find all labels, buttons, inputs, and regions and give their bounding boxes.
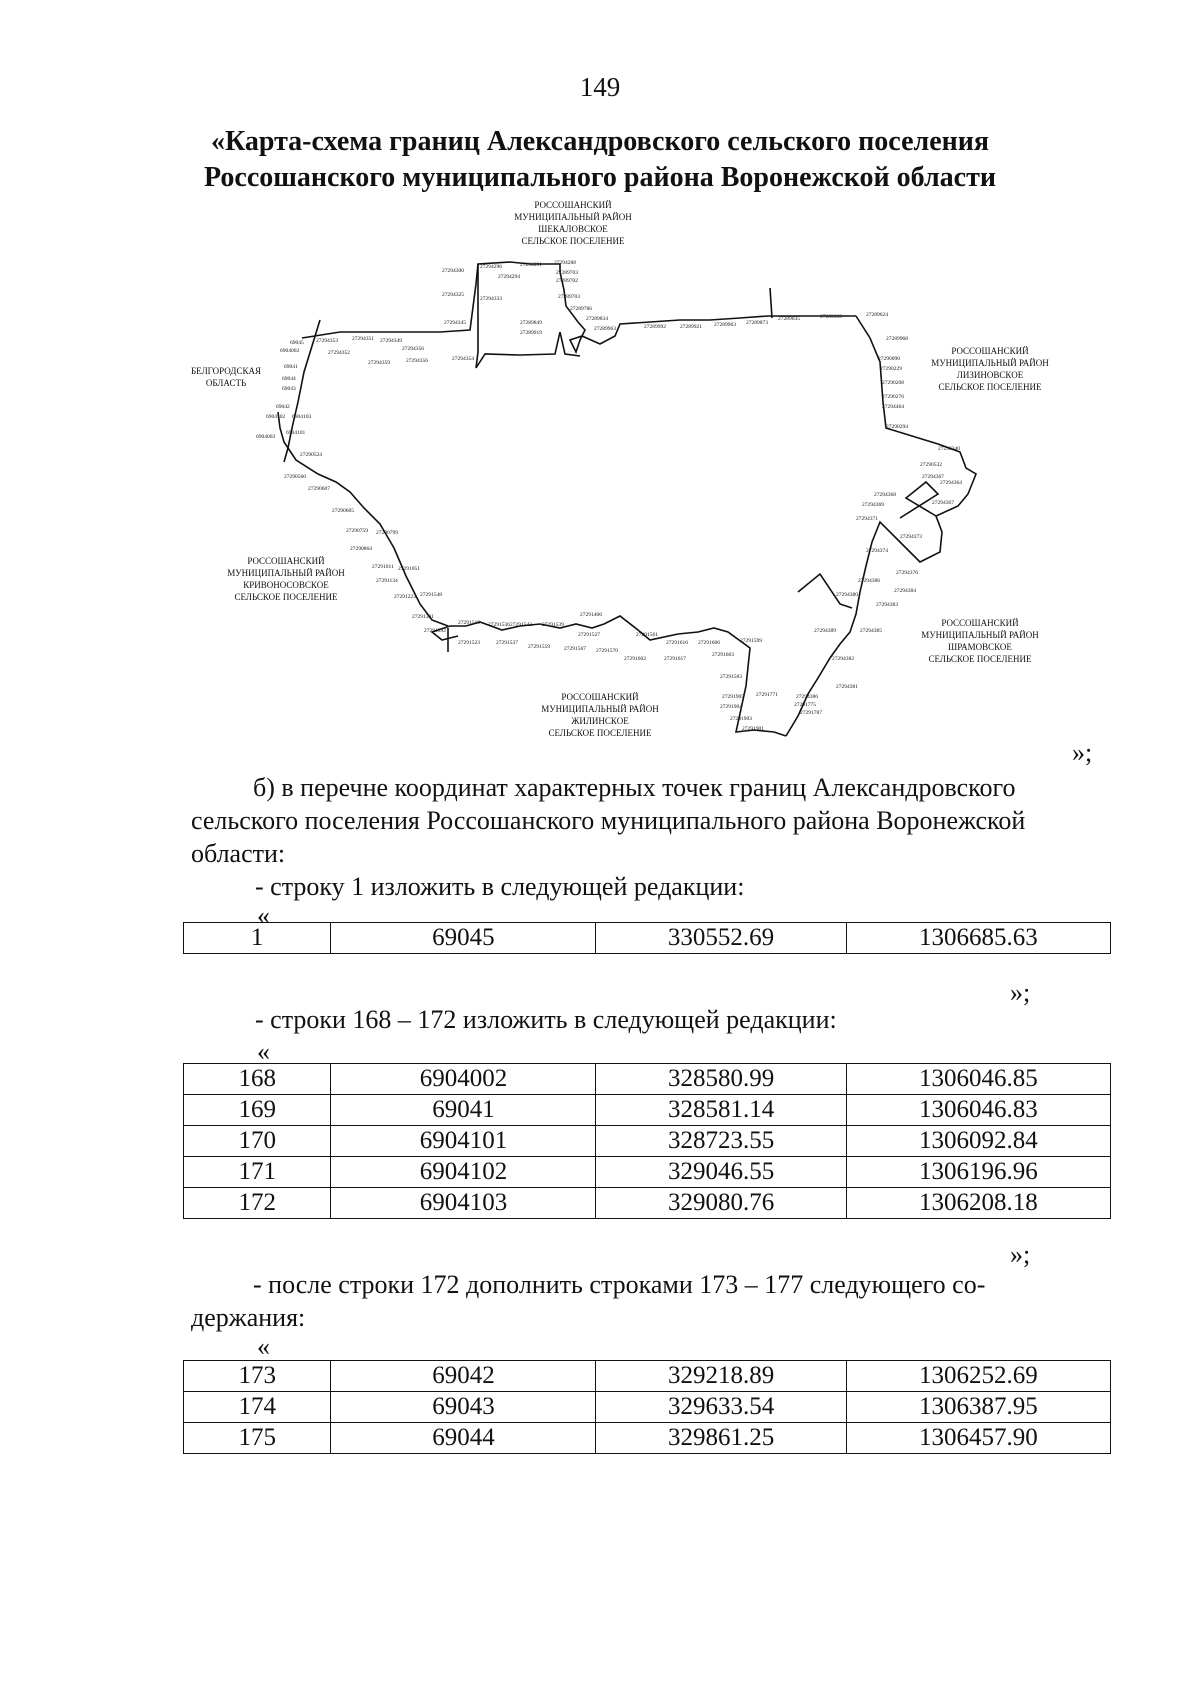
region-north-l1: РОССОШАНСКИЙ (534, 200, 612, 210)
row-number-cell: 172 (184, 1188, 331, 1219)
point-label: 27289968 (886, 336, 908, 342)
point-label: 27289992 (644, 324, 666, 330)
row-number-cell: 1 (184, 923, 331, 954)
region-se-l2: МУНИЦИПАЛЬНЫЙ РАЙОН (921, 630, 1039, 640)
point-label: 27291537 (496, 640, 518, 646)
point-label: 27289873 (746, 320, 768, 326)
point-label: 27294367 (922, 474, 944, 480)
point-label: 27290799 (376, 530, 398, 536)
point-label: 27294354 (452, 356, 474, 362)
y-coordinate-cell: 1306685.63 (846, 923, 1110, 954)
point-label: 27289703 (556, 270, 578, 276)
point-label: 6904101 (286, 430, 306, 436)
point-label: 27290532 (920, 462, 942, 468)
paragraph-b-line-2: сельского поселения Россошанского муниципального района Воронежской (191, 806, 1026, 835)
point-label: 27289624 (866, 312, 888, 318)
point-id-cell: 69045 (331, 923, 596, 954)
y-coordinate-cell: 1306252.69 (846, 1361, 1110, 1392)
region-north-l2: МУНИЦИПАЛЬНЫЙ РАЙОН (514, 212, 632, 222)
point-id-cell: 6904101 (331, 1126, 596, 1157)
point-label: 27290208 (882, 380, 904, 386)
point-label: 27291011 (372, 564, 394, 570)
table-row (184, 1392, 1111, 1423)
point-label: 27294356 (402, 346, 424, 352)
point-label: 27294386 (858, 578, 880, 584)
point-label: 27291381 (412, 614, 434, 620)
point-label: 27294382 (832, 656, 854, 662)
point-label: 27294353 (316, 338, 338, 344)
point-id-cell: 6904102 (331, 1157, 596, 1188)
instruction-row-1: - строку 1 изложить в следующей редакции: (255, 872, 745, 901)
row-number-cell: 173 (184, 1361, 331, 1392)
point-label: 27291570 (596, 648, 618, 654)
x-coordinate-cell: 329046.55 (596, 1157, 846, 1188)
point-label: 27294464 (882, 404, 904, 410)
instruction-rows-168-172: - строки 168 – 172 изложить в следующей редакции: (255, 1005, 837, 1034)
point-label: 27289834 (586, 316, 608, 322)
x-coordinate-cell: 328580.99 (596, 1064, 846, 1095)
point-label: 27291539 (542, 622, 564, 628)
region-east-l4: СЕЛЬСКОЕ ПОСЕЛЕНИЕ (938, 382, 1042, 392)
point-label: 27294384 (894, 588, 916, 594)
table-row (184, 1126, 1111, 1157)
point-label: 27291406 (580, 612, 602, 618)
region-north-l3: ШЕКАЛОВСКОЕ (538, 224, 608, 234)
point-label: 27291775 (794, 702, 816, 708)
instruction-add-rows-line-1: - после строки 172 дополнить строками 173 – 177 следующего со- (253, 1270, 986, 1299)
point-label: 27294325 (442, 292, 464, 298)
point-label: 27291602 (624, 656, 646, 662)
point-label: 69045 (290, 340, 304, 346)
point-label: 27291583 (720, 674, 742, 680)
point-label: 27290864 (350, 546, 372, 552)
closing-quote-2: »; (1010, 978, 1031, 1007)
point-id-cell: 69042 (331, 1361, 596, 1392)
paragraph-b-line-3: области: (191, 839, 286, 868)
document-title (0, 124, 1200, 196)
point-label: 27294288 (554, 260, 576, 266)
point-labels (256, 260, 962, 732)
x-coordinate-cell: 328723.55 (596, 1126, 846, 1157)
y-coordinate-cell: 1306196.96 (846, 1157, 1110, 1188)
point-label: 27294373 (900, 534, 922, 540)
point-label: 27289702 (556, 278, 578, 284)
point-label: 27294356 (406, 358, 428, 364)
region-north-l4: СЕЛЬСКОЕ ПОСЕЛЕНИЕ (521, 236, 625, 246)
point-label: 69044 (282, 376, 296, 382)
point-label: 27294345 (444, 320, 466, 326)
point-label: 27294386 (796, 694, 818, 700)
region-se-l1: РОССОШАНСКИЙ (941, 618, 1019, 628)
y-coordinate-cell: 1306046.83 (846, 1095, 1110, 1126)
page-number: 149 (579, 72, 621, 102)
point-label: 27291904 (720, 704, 742, 710)
point-label: 27291599 (740, 638, 762, 644)
point-label: 6904002 (256, 434, 276, 440)
row-number-cell: 168 (184, 1064, 331, 1095)
region-south-l2: МУНИЦИПАЛЬНЫЙ РАЙОН (541, 704, 659, 714)
point-label: 27294351 (352, 336, 374, 342)
point-id-cell: 6904103 (331, 1188, 596, 1219)
point-label: 27289639 (820, 314, 842, 320)
point-label: 27294300 (442, 268, 464, 274)
point-label: 27289703 (558, 294, 580, 300)
row-number-cell: 170 (184, 1126, 331, 1157)
region-sw-l4: СЕЛЬСКОЕ ПОСЕЛЕНИЕ (234, 592, 338, 602)
point-label: 27294333 (480, 296, 502, 302)
point-label: 27291771 (756, 692, 778, 698)
point-label: 27290560 (284, 474, 306, 480)
point-label: 27289786 (570, 306, 592, 312)
point-label: 69042 (276, 404, 290, 410)
southeast-stub (798, 574, 852, 608)
point-label: 27290524 (300, 452, 322, 458)
row-number-cell: 174 (184, 1392, 331, 1423)
point-label: 27291051 (398, 566, 420, 572)
region-se-l3: ШРАМОВСКОЕ (948, 642, 1012, 652)
coordinates-table-1 (183, 922, 1111, 954)
point-label: 27291559 (528, 644, 550, 650)
opening-quote-3: « (257, 1332, 270, 1361)
point-label: 27291527 (578, 632, 600, 638)
point-label: 27291523 (458, 640, 480, 646)
row-number-cell: 175 (184, 1423, 331, 1454)
y-coordinate-cell: 1306092.84 (846, 1126, 1110, 1157)
point-label: 27291223 (394, 594, 416, 600)
paragraph-b-line-1: б) в перечне координат характерных точек границ Александровского (253, 773, 1016, 802)
point-label: 27294376 (896, 570, 918, 576)
closing-quote-1: »; (1072, 738, 1093, 767)
point-label: 69043 (282, 386, 296, 392)
point-label: 27294369 (862, 502, 884, 508)
row-number-cell: 171 (184, 1157, 331, 1188)
region-east-l3: ЛИЗИНОВСКОЕ (956, 370, 1024, 380)
boundary-map-svg (180, 200, 1140, 812)
point-label: 27294389 (814, 628, 836, 634)
row-number-cell: 169 (184, 1095, 331, 1126)
opening-quote-1: « (257, 901, 270, 930)
point-label: 27290340 (938, 446, 960, 452)
point-label: 6904002 (280, 348, 300, 354)
point-label: 27289849 (520, 320, 542, 326)
x-coordinate-cell: 329080.76 (596, 1188, 846, 1219)
table-row (184, 923, 1111, 954)
point-label: 27290605 (332, 508, 354, 514)
point-label: 27294380 (836, 592, 858, 598)
point-id-cell: 69044 (331, 1423, 596, 1454)
point-id-cell: 69041 (331, 1095, 596, 1126)
region-sw-l2: МУНИЦИПАЛЬНЫЙ РАЙОН (227, 568, 345, 578)
point-label: 27291617 (664, 656, 686, 662)
region-south-l4: СЕЛЬСКОЕ ПОСЕЛЕНИЕ (548, 728, 652, 738)
point-label: 27291903 (730, 716, 752, 722)
region-east-l2: МУНИЦИПАЛЬНЫЙ РАЙОН (931, 358, 1049, 368)
table-row (184, 1095, 1111, 1126)
east-boundary (786, 316, 976, 736)
point-label: 27291606 (698, 640, 720, 646)
point-label: 27294349 (380, 338, 402, 344)
point-label: 27291548 (420, 592, 442, 598)
point-label: 27294364 (940, 480, 962, 486)
paragraph-b (191, 771, 1031, 870)
point-label: 27291567 (564, 646, 586, 652)
point-label: 27291561 (636, 632, 658, 638)
point-label: 27291901 (742, 726, 764, 732)
title-line-1: «Карта-схема границ Александровского сельского поселения (210, 126, 990, 157)
point-label: 27294385 (860, 628, 882, 634)
coordinates-table-2 (183, 1063, 1111, 1219)
region-south-l1: РОССОШАНСКИЙ (561, 692, 639, 702)
point-label: 27290229 (880, 366, 902, 372)
point-label: 27291510 (458, 620, 480, 626)
point-label: 27290276 (882, 394, 904, 400)
region-east-l1: РОССОШАНСКИЙ (951, 346, 1029, 356)
point-label: 27294352 (328, 350, 350, 356)
y-coordinate-cell: 1306046.85 (846, 1064, 1110, 1095)
region-west-l2: ОБЛАСТЬ (205, 378, 247, 388)
point-label: 6904103 (292, 414, 312, 420)
point-label: 27294359 (368, 360, 390, 366)
point-label: 27291542 (510, 622, 532, 628)
point-label: 6904102 (266, 414, 286, 420)
point-label: 27291905 (722, 694, 744, 700)
x-coordinate-cell: 329861.25 (596, 1423, 846, 1454)
table-row (184, 1188, 1111, 1219)
region-west-l1: БЕЛГОРОДСКАЯ (191, 366, 261, 376)
region-south-l3: ЖИЛИНСКОЕ (571, 716, 629, 726)
point-label: 27289963 (594, 326, 616, 332)
point-label: 27294371 (856, 516, 878, 522)
instruction-add-rows (191, 1268, 1031, 1334)
y-coordinate-cell: 1306457.90 (846, 1423, 1110, 1454)
x-coordinate-cell: 330552.69 (596, 923, 846, 954)
point-label: 27294383 (876, 602, 898, 608)
point-label: 27291592 (424, 628, 446, 634)
table-row (184, 1157, 1111, 1188)
point-label: 27291536 (488, 622, 510, 628)
point-label: 27290607 (308, 486, 330, 492)
northeast-stub (770, 288, 772, 318)
point-label: 27294296 (480, 264, 502, 270)
point-label: 27294368 (874, 492, 896, 498)
boundary-map (180, 200, 1140, 812)
x-coordinate-cell: 329633.54 (596, 1392, 846, 1423)
instruction-add-rows-line-2: держания: (191, 1303, 306, 1332)
boundary-lines (278, 262, 976, 736)
region-labels (191, 200, 1049, 738)
point-id-cell: 69043 (331, 1392, 596, 1423)
point-label: 27290759 (346, 528, 368, 534)
x-coordinate-cell: 328581.14 (596, 1095, 846, 1126)
point-label: 27289035 (778, 316, 800, 322)
point-label: 27294367 (932, 500, 954, 506)
coordinates-table-3 (183, 1360, 1111, 1454)
opening-quote-2: « (257, 1037, 270, 1066)
table-row (184, 1361, 1111, 1392)
point-label: 27291603 (712, 652, 734, 658)
y-coordinate-cell: 1306387.95 (846, 1392, 1110, 1423)
table-row (184, 1423, 1111, 1454)
point-label: 27294291 (520, 262, 542, 268)
x-coordinate-cell: 329218.89 (596, 1361, 846, 1392)
point-label: 27294381 (836, 684, 858, 690)
point-label: 27291134 (376, 578, 398, 584)
point-label: 69041 (284, 364, 298, 370)
point-label: 27289921 (680, 324, 702, 330)
title-line-2: Россошанского муниципального района Воронежской области (204, 162, 996, 193)
region-sw-l3: КРИВОНОСОВСКОЕ (243, 580, 329, 590)
point-label: 27290090 (878, 356, 900, 362)
point-label: 27291616 (666, 640, 688, 646)
point-label: 27290294 (886, 424, 908, 430)
point-label: 27291787 (800, 710, 822, 716)
point-label: 27294374 (866, 548, 888, 554)
closing-quote-3: »; (1010, 1240, 1031, 1269)
point-label: 27289963 (714, 322, 736, 328)
point-label: 27294294 (498, 274, 520, 280)
table-row (184, 1064, 1111, 1095)
point-label: 27289919 (520, 330, 542, 336)
region-se-l4: СЕЛЬСКОЕ ПОСЕЛЕНИЕ (928, 654, 1032, 664)
y-coordinate-cell: 1306208.18 (846, 1188, 1110, 1219)
point-id-cell: 6904002 (331, 1064, 596, 1095)
region-sw-l1: РОССОШАНСКИЙ (247, 556, 325, 566)
